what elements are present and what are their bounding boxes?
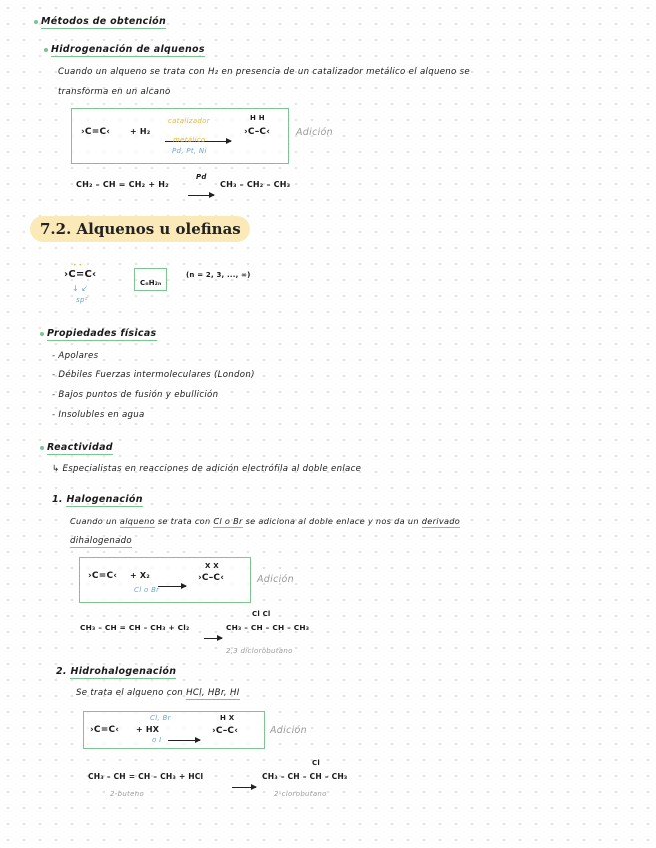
section-7-2-heading: 7.2. Alquenos u olefinas bbox=[30, 216, 250, 242]
hidrogenacion-example-reactants: CH₂ – CH = CH₂ + H₂ bbox=[76, 180, 169, 189]
example-arrow bbox=[232, 777, 256, 796]
halogenacion-example-top-atoms: Cl Cl bbox=[252, 610, 271, 618]
reactant-h2: + H₂ bbox=[130, 127, 151, 136]
hidrogenacion-example-products: CH₃ – CH₂ – CH₃ bbox=[220, 180, 291, 189]
reactant-hx: + HX bbox=[136, 725, 160, 734]
reactant-x2: + X₂ bbox=[130, 571, 150, 580]
halogenacion-title: 1. Halogenación bbox=[52, 494, 143, 505]
pi-bond-marks: • • bbox=[73, 262, 82, 269]
bullet-icon bbox=[40, 332, 44, 336]
halide-options-bottom: o I bbox=[152, 736, 162, 744]
reactant-alkene: ›C=C‹ bbox=[90, 725, 120, 735]
reaction-arrow bbox=[168, 730, 200, 749]
section-metodos-title: Métodos de obtención bbox=[34, 16, 166, 27]
hidrohalogenacion-example-top-atom: Cl bbox=[312, 759, 320, 767]
hidrohalogenacion-title: 2. Hidrohalogenación bbox=[56, 666, 177, 677]
formula-range: (n = 2, 3, ..., ∞) bbox=[186, 271, 251, 279]
hidrogenacion-para-line1: Cuando un alqueno se trata con H₂ en presencia de un catalizador metálico el alqueno se bbox=[58, 67, 470, 77]
bullet-icon bbox=[44, 48, 48, 52]
section-reactividad-title: Reactividad bbox=[40, 442, 113, 453]
bullet-icon bbox=[34, 20, 38, 24]
reactant-alkene: ›C=C‹ bbox=[81, 127, 111, 137]
hidrohalogenacion-reactant-name: 2-buteno bbox=[110, 790, 145, 798]
product-x-atoms: X X bbox=[205, 562, 219, 570]
general-formula-box: CₙH₂ₙ bbox=[134, 268, 167, 291]
hidrogenacion-para-line2: transforma en un alcano bbox=[58, 87, 171, 97]
product-alkane: ›C–C‹ bbox=[244, 127, 271, 137]
halogenacion-para-line2: dihalogenado bbox=[70, 536, 132, 546]
halogenacion-example-name: 2,3 diclorobutano bbox=[226, 647, 293, 655]
catalyst-label-top: catalizador bbox=[168, 117, 210, 125]
halide-options-top: Cl, Br bbox=[150, 714, 171, 722]
example-arrow bbox=[204, 628, 222, 647]
propiedad-item: - Insolubles en agua bbox=[52, 410, 145, 420]
halogen-options: Cl o Br bbox=[134, 586, 160, 594]
example-arrow bbox=[188, 185, 214, 204]
hybrid-label: sp² bbox=[76, 296, 88, 304]
catalyst-metals: Pd, Pt, Ni bbox=[172, 147, 207, 155]
product-h-atoms: H H bbox=[250, 114, 265, 122]
hybrid-arrows-icon: ↓ ↙ bbox=[72, 284, 88, 293]
hidrogenacion-example-catalyst: Pd bbox=[196, 173, 207, 181]
adicion-label: Adición bbox=[270, 725, 307, 736]
halogenacion-example-reactants: CH₃ – CH = CH – CH₃ + Cl₂ bbox=[80, 623, 190, 632]
halogenacion-para-line1: Cuando un alqueno se trata con Cl o Br se adiciona al doble enlace y nos da un derivado bbox=[70, 516, 461, 526]
hidrohalogenacion-example-reactants: CH₃ – CH = CH – CH₃ + HCl bbox=[88, 772, 204, 781]
reactividad-description: ↳ Especialistas en reacciones de adición electrófila al doble enlace bbox=[52, 464, 362, 474]
propiedad-item: - Apolares bbox=[52, 351, 99, 361]
hidrohalogenacion-example-products: CH₃ – CH – CH – CH₃ bbox=[262, 772, 348, 781]
product-dihalide: ›C–C‹ bbox=[198, 573, 225, 583]
hidrohalogenacion-para: Se trata el alqueno con HCl, HBr, HI bbox=[76, 688, 240, 698]
product-hx-atoms: H X bbox=[220, 714, 235, 722]
adicion-label: Adición bbox=[296, 127, 333, 138]
reaction-arrow bbox=[158, 576, 186, 595]
propiedad-item: - Bajos puntos de fusión y ebullición bbox=[52, 390, 219, 400]
adicion-label: Adición bbox=[257, 574, 294, 585]
hidrohalogenacion-product-name: 2-clorobutano bbox=[274, 790, 327, 798]
catalyst-label-bottom: metálico bbox=[173, 136, 206, 144]
alkene-structure: ›C=C‹ bbox=[64, 269, 97, 280]
bullet-icon bbox=[40, 446, 44, 450]
product-alkyl-halide: ›C–C‹ bbox=[212, 726, 239, 736]
subsection-hidrogenacion-title: Hidrogenación de alquenos bbox=[44, 44, 205, 55]
propiedad-item: - Débiles Fuerzas intermoleculares (London) bbox=[52, 370, 255, 380]
section-propiedades-title: Propiedades físicas bbox=[40, 328, 157, 339]
reactant-alkene: ›C=C‹ bbox=[88, 571, 118, 581]
halogenacion-example-products: CH₃ – CH – CH – CH₃ bbox=[226, 623, 310, 632]
